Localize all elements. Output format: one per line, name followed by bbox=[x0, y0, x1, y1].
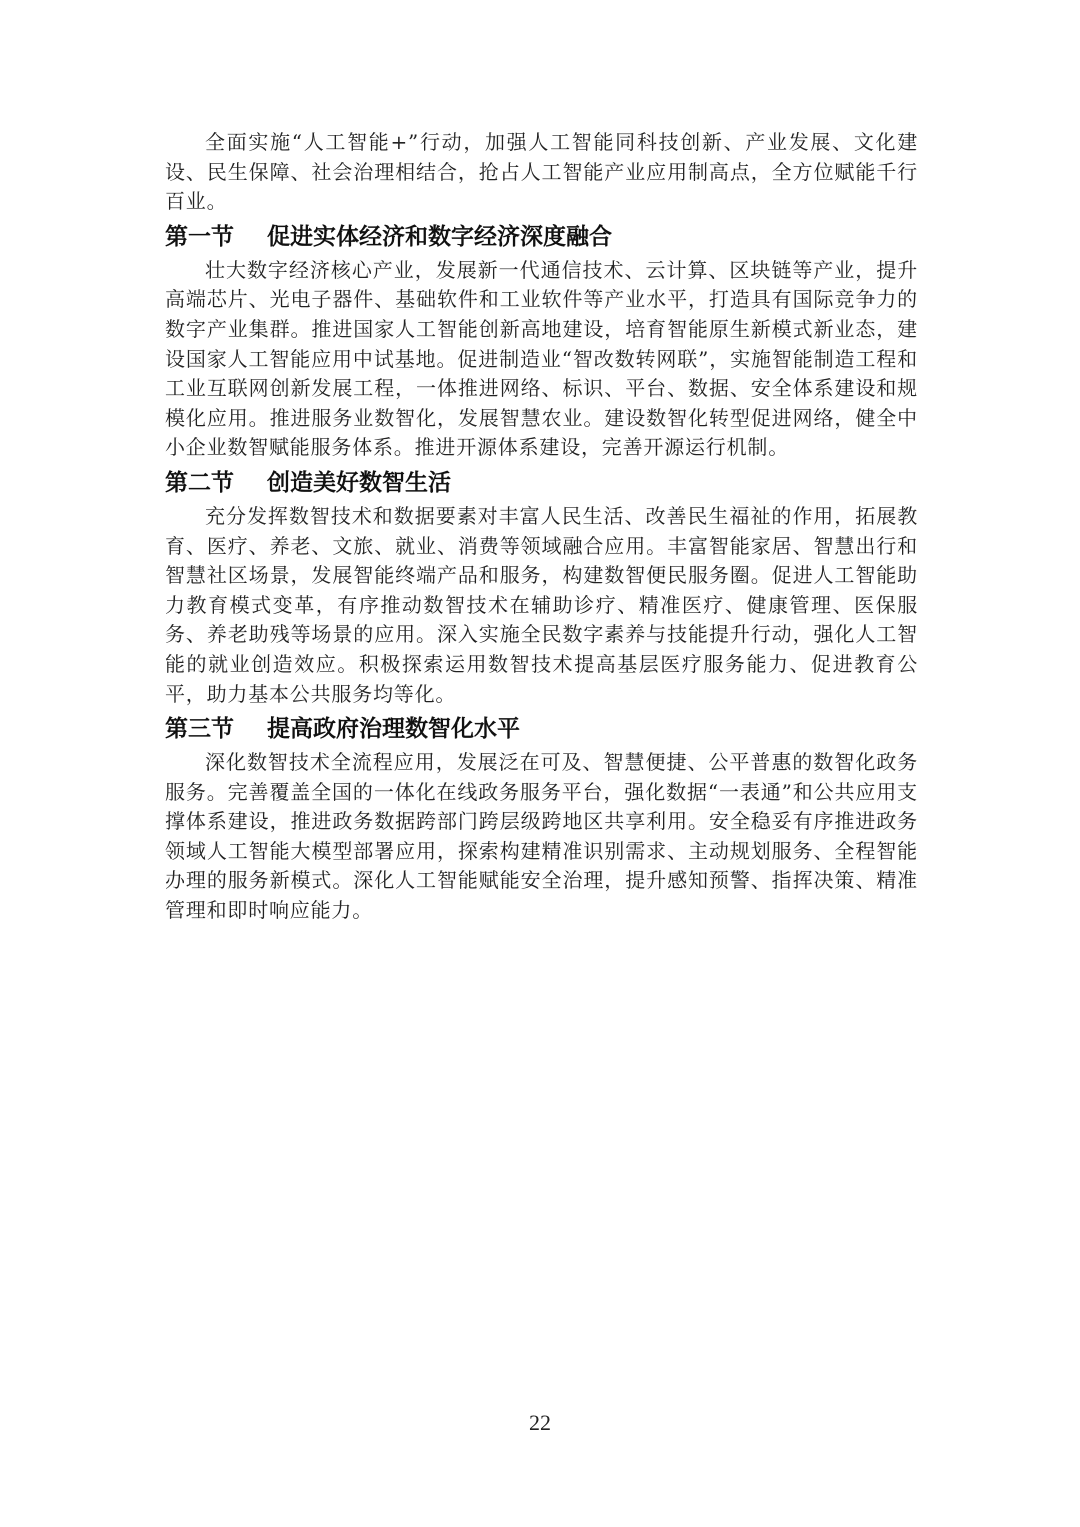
section-2-title: 创造美好数智生活 bbox=[267, 469, 451, 496]
section-1-number: 第一节 bbox=[165, 223, 234, 250]
page-content bbox=[165, 128, 918, 926]
section-3-title: 提高政府治理数智化水平 bbox=[267, 716, 520, 743]
section-3-body: 深化数智技术全流程应用，发展泛在可及、智慧便捷、公平普惠的数智化政务服务。完善覆盖全国的一体化在线政务服务平台，强化数据“一表通”和公共应用支撑体系建设，推进政务数据跨部门跨层级跨地区共享利用。安全稳妥有序推进政务领域人工智能大模型部署应用，探索构建精准识别需求、主动规划服务、全程智能办理的服务新模式。深化人工智能赋能安全治理，提升感知预警、指挥决策、精准管理和即时响应能力。 bbox=[165, 750, 918, 923]
section-2-heading bbox=[165, 467, 918, 499]
section-2-number: 第二节 bbox=[165, 469, 234, 496]
section-1-heading bbox=[165, 221, 918, 253]
section-2-body: 充分发挥数智技术和数据要素对丰富人民生活、改善民生福祉的作用，拓展教育、医疗、养老、文旅、就业、消费等领域融合应用。丰富智能家居、智慧出行和智慧社区场景，发展智能终端产品和服务，构建数智便民服务圈。促进人工智能助力教育模式变革，有序推动数智技术在辅助诊疗、精准医疗、健康管理、医保服务、养老助残等场景的应用。深入实施全民数字素养与技能提升行动，强化人工智能的就业创造效应。积极探索运用数智技术提高基层医疗服务能力、促进教育公平，助力基本公共服务均等化。 bbox=[165, 503, 918, 706]
section-3-number: 第三节 bbox=[165, 716, 234, 743]
page-number: 22 bbox=[529, 1410, 551, 1435]
section-3-heading bbox=[165, 713, 918, 745]
intro-paragraph: 全面实施“人工智能+”行动，加强人工智能同科技创新、产业发展、文化建设、民生保障、社会治理相结合，抢占人工智能产业应用制高点，全方位赋能千行百业。 bbox=[165, 130, 918, 214]
section-1-body: 壮大数字经济核心产业，发展新一代通信技术、云计算、区块链等产业，提升高端芯片、光电子器件、基础软件和工业软件等产业水平，打造具有国际竞争力的数字产业集群。推进国家人工智能创新高地建设，培育智能原生新模式新业态，建设国家人工智能应用中试基地。促进制造业“智改数转网联”，实施智能制造工程和工业互联网创新发展工程，一体推进网络、标识、平台、数据、安全体系建设和规模化应用。推进服务业数智化，发展智慧农业。建设数智化转型促进网络，健全中小企业数智赋能服务体系。推进开源体系建设，完善开源运行机制。 bbox=[165, 257, 918, 460]
section-1-title: 促进实体经济和数字经济深度融合 bbox=[267, 223, 612, 250]
